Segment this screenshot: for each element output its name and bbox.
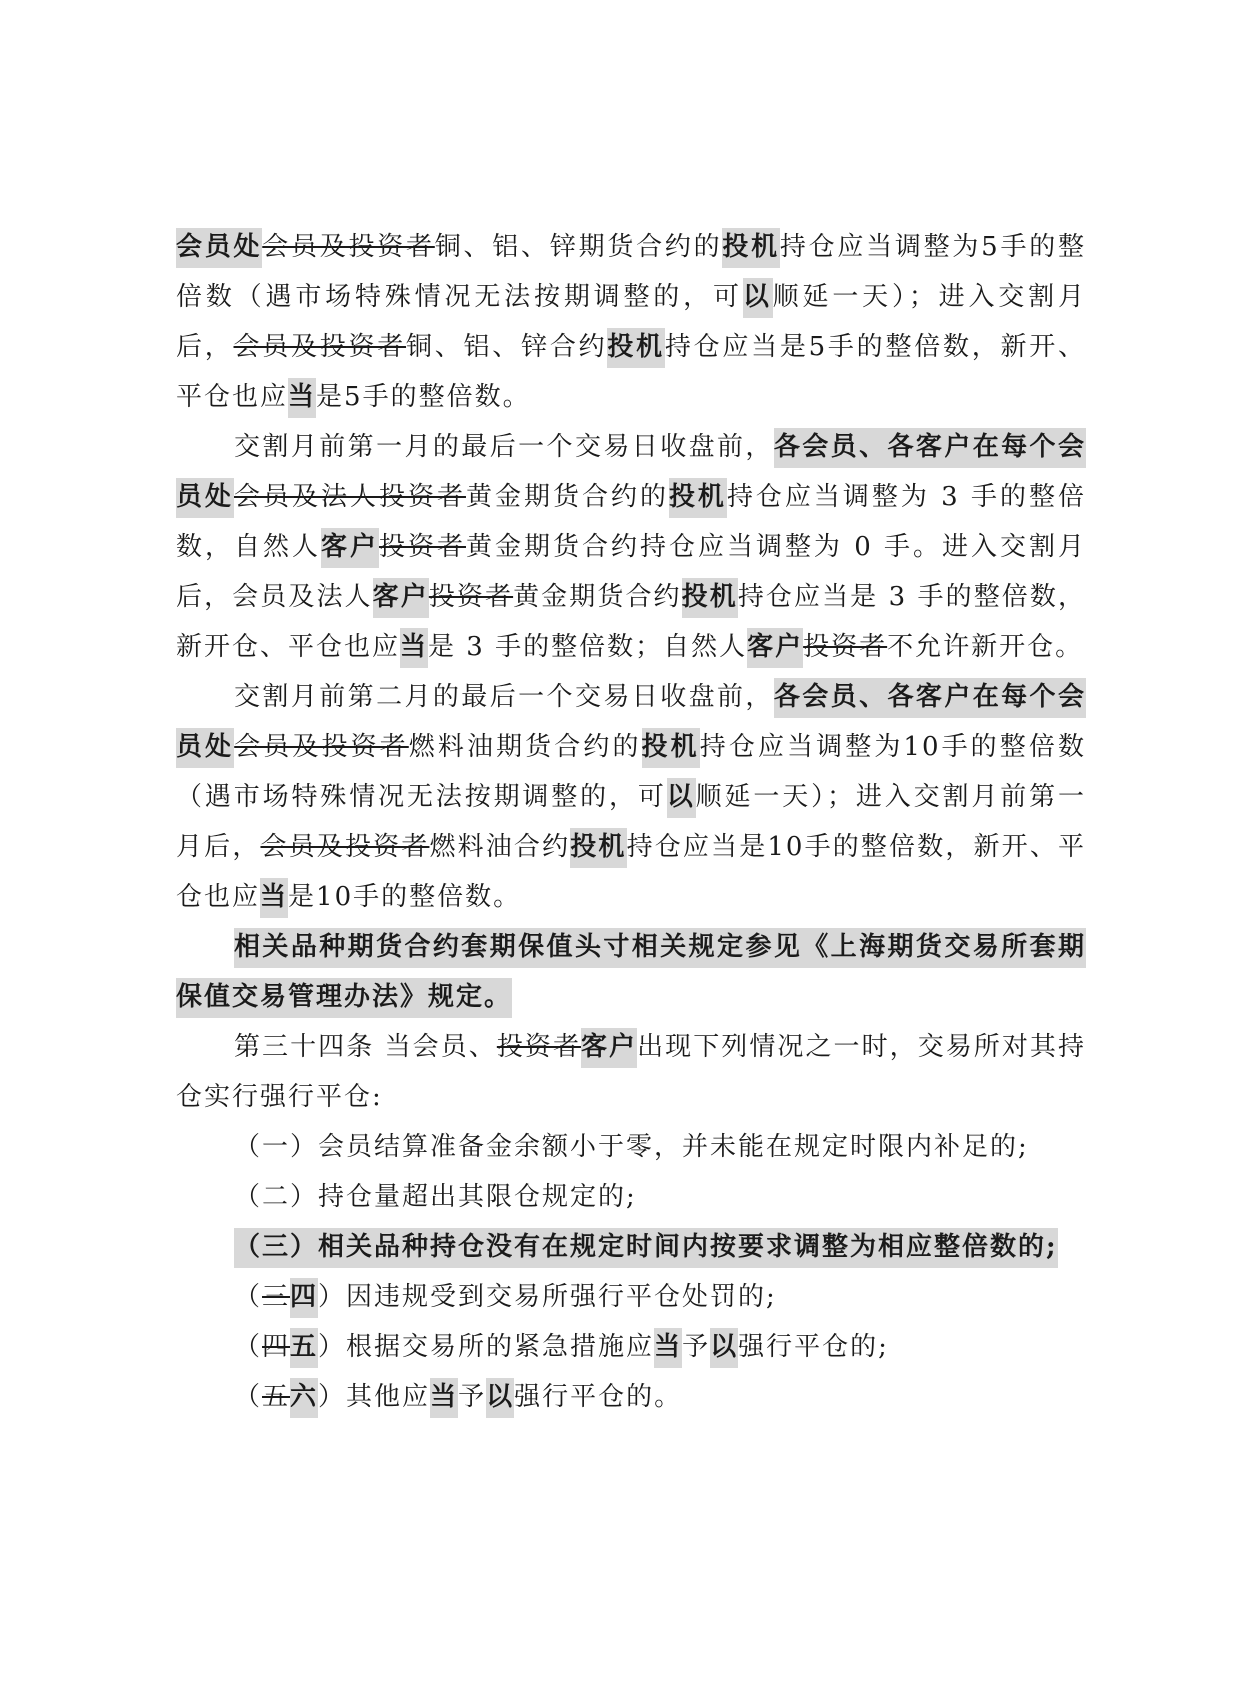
body-text: 铜、铝、锌合约 xyxy=(406,332,608,362)
deleted-text: 投资者 xyxy=(803,632,888,662)
inserted-text: 投机 xyxy=(607,328,665,368)
paragraph xyxy=(176,222,1086,422)
body-text: 是10手的整倍数。 xyxy=(288,882,522,912)
inserted-text: 客户 xyxy=(373,578,429,618)
body-text: 燃料油合约 xyxy=(429,832,571,862)
body-text: 强行平仓的; xyxy=(738,1332,889,1362)
body-text: 黄金期货合约 xyxy=(513,582,682,612)
body-text: 予 xyxy=(458,1382,487,1412)
body-text: 顺延一天）；进入交割月前第一月后， xyxy=(176,782,1086,862)
inserted-text: 投机 xyxy=(669,478,727,518)
paragraph xyxy=(176,672,1086,922)
body-text: 持仓应当调整为10手的整倍数（遇市场特殊情况无法按期调整的，可 xyxy=(176,732,1086,812)
inserted-text: 客户 xyxy=(581,1028,637,1068)
body-text: 不允许新开仓。 xyxy=(887,632,1084,662)
deleted-text: 会员及法人投资者 xyxy=(234,482,466,512)
deleted-text: 四 xyxy=(262,1332,291,1362)
inserted-text: 投机 xyxy=(682,578,738,618)
body-text: 燃料油期货合约的 xyxy=(408,732,642,762)
list-item xyxy=(176,1172,1086,1222)
inserted-text: 以 xyxy=(743,278,773,318)
inserted-text: 当 xyxy=(430,1378,458,1418)
inserted-text: （三）相关品种持仓没有在规定时间内按要求调整为相应整倍数的; xyxy=(234,1228,1058,1268)
inserted-text: 五 xyxy=(290,1328,318,1368)
body-text: 顺延一天）；进入交割月后， xyxy=(176,282,1086,362)
paragraph xyxy=(176,1022,1086,1122)
deleted-text: 会员及投资者 xyxy=(234,732,409,762)
body-text: ）其他应 xyxy=(318,1382,431,1412)
paragraph xyxy=(176,922,1086,1022)
inserted-text: 投机 xyxy=(642,728,700,768)
list-item xyxy=(176,1372,1086,1422)
body-text: 黄金期货合约的 xyxy=(465,482,669,512)
paragraph xyxy=(176,422,1086,672)
inserted-text: 客户 xyxy=(321,528,379,568)
body-text: 持仓应当是10手的整倍数，新开、平仓也应 xyxy=(176,832,1086,912)
body-text: 交割月前第二月的最后一个交易日收盘前， xyxy=(234,682,774,712)
inserted-text: 六 xyxy=(290,1378,318,1418)
inserted-text: 四 xyxy=(290,1278,318,1318)
inserted-text: 以 xyxy=(486,1378,514,1418)
body-text: （ xyxy=(234,1282,263,1312)
body-text: 铜、铝、锌期货合约的 xyxy=(434,232,723,262)
list-item xyxy=(176,1272,1086,1322)
body-text: ）因违规受到交易所强行平仓处罚的; xyxy=(318,1282,777,1312)
body-text: 是5手的整倍数。 xyxy=(316,382,531,412)
body-text: 强行平仓的。 xyxy=(514,1382,683,1412)
deleted-text: 五 xyxy=(262,1382,291,1412)
body-text: （二）持仓量超出其限仓规定的; xyxy=(234,1182,637,1212)
body-text: 是 3 手的整倍数；自然人 xyxy=(428,632,748,662)
body-text: （一）会员结算准备金余额小于零，并未能在规定时限内补足的; xyxy=(234,1132,1029,1162)
body-text: 交割月前第一月的最后一个交易日收盘前， xyxy=(234,432,774,462)
inserted-text: 以 xyxy=(710,1328,738,1368)
body-text: 持仓应当调整为5手的整倍数（遇市场特殊情况无法按期调整的，可 xyxy=(176,232,1086,312)
deleted-text: 投资者 xyxy=(378,532,466,562)
body-text: （ xyxy=(234,1382,263,1412)
body-text: 持仓应当是5手的整倍数，新开、平仓也应 xyxy=(176,332,1086,412)
inserted-text: 各会员、各客户在每个会员处 xyxy=(176,678,1086,768)
inserted-text: 当 xyxy=(260,878,288,918)
body-text: 持仓应当调整为 3 手的整倍数，自然人 xyxy=(176,482,1086,562)
inserted-text: 各会员、各客户在每个会员处 xyxy=(176,428,1086,518)
body-text: （ xyxy=(234,1332,263,1362)
body-text: 出现下列情况之一时，交易所对其持仓实行强行平仓: xyxy=(176,1032,1086,1112)
list-item xyxy=(176,1222,1086,1272)
deleted-text: 会员及投资者 xyxy=(262,232,435,262)
inserted-text: 会员处 xyxy=(176,228,262,268)
body-text: 予 xyxy=(682,1332,711,1362)
deleted-text: 会员及投资者 xyxy=(233,332,407,362)
deleted-text: 三 xyxy=(262,1282,291,1312)
body-text: 第三十四条 当会员、 xyxy=(234,1032,497,1062)
list-item xyxy=(176,1122,1086,1172)
deleted-text: 投资者 xyxy=(428,582,514,612)
body-text: ）根据交易所的紧急措施应 xyxy=(318,1332,655,1362)
inserted-text: 当 xyxy=(288,378,316,418)
body-text: 黄金期货合约持仓应当调整为 0 手。进入交割月后，会员及法人 xyxy=(176,532,1086,612)
inserted-text: 投机 xyxy=(570,828,626,868)
inserted-text: 以 xyxy=(667,778,696,818)
deleted-text: 会员及投资者 xyxy=(260,832,430,862)
inserted-text: 相关品种期货合约套期保值头寸相关规定参见《上海期货交易所套期保值交易管理办法》规定。 xyxy=(176,928,1086,1018)
document-body xyxy=(176,222,1086,1422)
inserted-text: 客户 xyxy=(747,628,803,668)
deleted-text: 投资者 xyxy=(496,1032,581,1062)
inserted-text: 当 xyxy=(400,628,428,668)
body-text: 持仓应当是 3 手的整倍数，新开仓、平仓也应 xyxy=(176,582,1086,662)
inserted-text: 当 xyxy=(654,1328,682,1368)
list-item xyxy=(176,1322,1086,1372)
inserted-text: 投机 xyxy=(722,228,780,268)
